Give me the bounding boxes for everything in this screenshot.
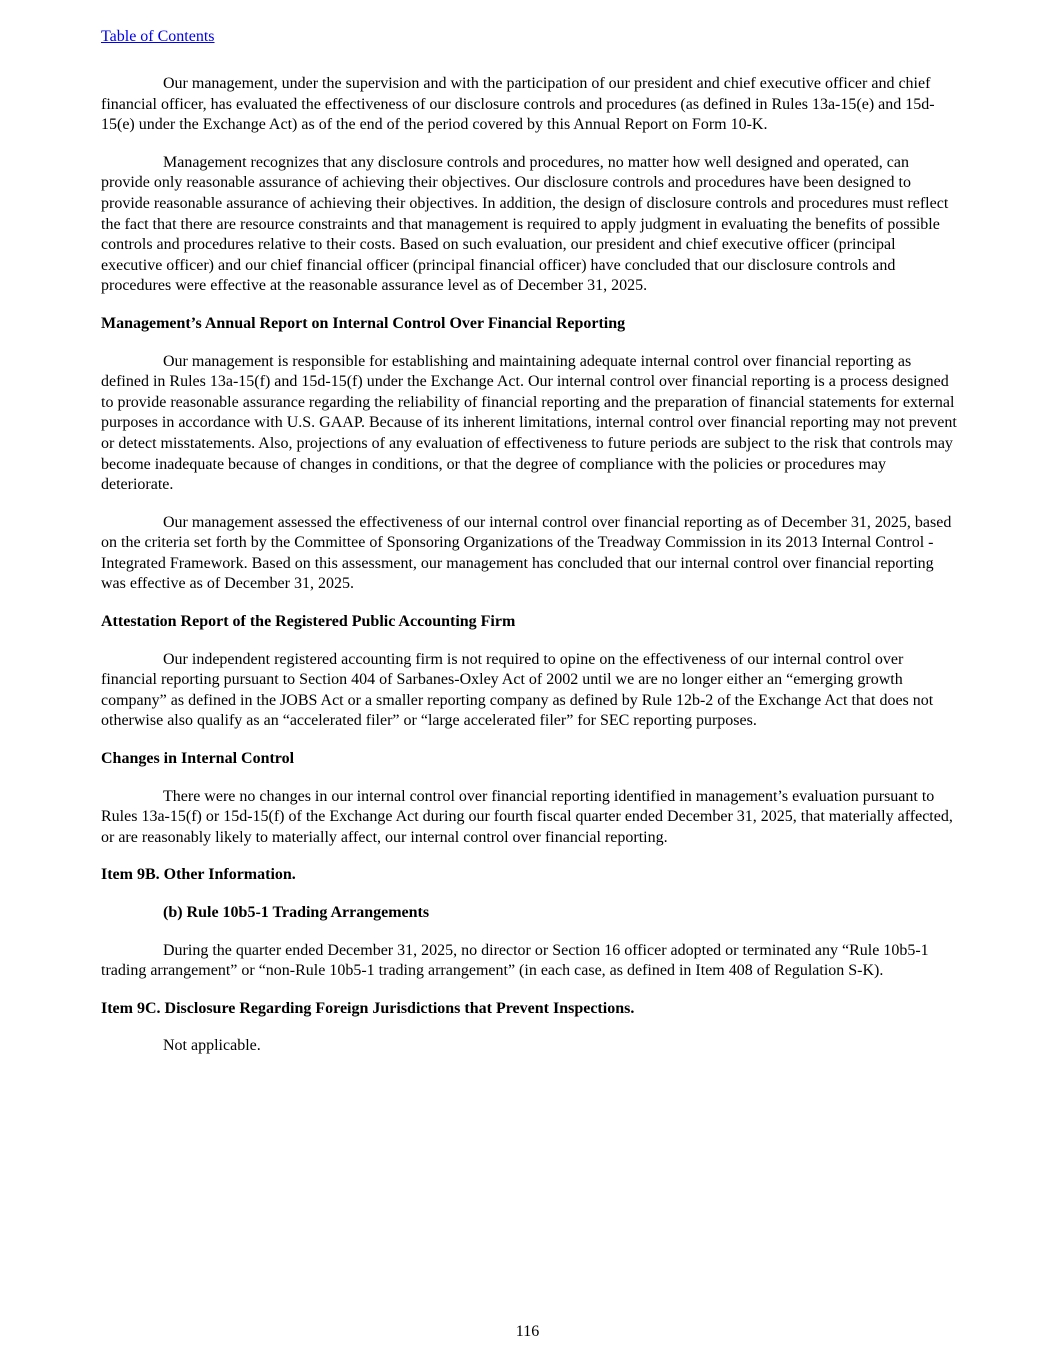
paragraph-management-recognizes: Management recognizes that any disclosure controls and procedures, no matter how well designed and operated, can provide only reasonable assurance of achieving their objectives. Our disclosure controls and procedures have been designed to provide reasonable assurance of achieving their objectives. In addition, the design of disclosure controls and procedures must reflect the fact that there are resource constraints and that management is required to apply judgment in evaluating the benefits of possible controls and procedures relative to their costs. Based on such evaluation, our president and chief executive officer (principal executive officer) and our chief financial officer (principal financial officer) have concluded that our disclosure controls and procedures were effective at the reasonable assurance level as of December 31, 2025. bbox=[101, 153, 949, 295]
paragraph-disclosure-evaluation: Our management, under the supervision and with the participation of our president and chief executive officer and chief financial officer, has evaluated the effectiveness of our disclosure controls and procedures (as defined in Rules 13a-15(e) and 15d-15(e) under the Exchange Act) as of the end of the period covered by this Annual Report on Form 10-K. bbox=[101, 75, 935, 134]
heading-item-9b: Item 9B. Other Information. bbox=[101, 866, 296, 884]
paragraph-icfr-assessment: Our management assessed the effectiveness of our internal control over financial reporting as of December 31, 2025, based on the criteria set forth by the Committee of Sponsoring Organizations of the Treadway Commission in its 2013 Internal Control - Integrated Framework. Based on this assessment, our management has concluded that our internal control over financial reporting was effective as of December 31, 2025. bbox=[101, 513, 952, 593]
heading-attestation-report: Attestation Report of the Registered Public Accounting Firm bbox=[101, 613, 516, 631]
paragraph-not-applicable: Not applicable. bbox=[163, 1037, 261, 1055]
document-page bbox=[101, 27, 957, 1074]
table-of-contents-link[interactable]: Table of Contents bbox=[101, 28, 215, 45]
paragraph-trading-arrangements: During the quarter ended December 31, 2025, no director or Section 16 officer adopted or terminated any “Rule 10b5-1 trading arrangement” or “non-Rule 10b5-1 trading arrangement” (in each case, as defined in Item 408 of Regulation S-K). bbox=[101, 941, 929, 980]
paragraph-attestation: Our independent registered accounting firm is not required to opine on the effectiveness of our internal control over financial reporting pursuant to Section 404 of Sarbanes-Oxley Act of 2002 until we are no longer either an “emerging growth company” as defined in the JOBS Act or a smaller reporting company as defined by Rule 12b-2 of the Exchange Act that does not otherwise also qualify as an “accelerated filer” or “large accelerated filer” for SEC reporting purposes. bbox=[101, 650, 934, 730]
paragraph-icfr-responsibility: Our management is responsible for establishing and maintaining adequate internal control over financial reporting as defined in Rules 13a-15(f) and 15d-15(f) under the Exchange Act. Our internal control over financial reporting is a process designed to provide reasonable assurance regarding the reliability of financial reporting and the preparation of financial statements for external purposes in accordance with U.S. GAAP. Because of its inherent limitations, internal control over financial reporting may not prevent or detect misstatements. Also, projections of any evaluation of effectiveness to future periods are subject to the risk that controls may become inadequate because of changes in conditions, or that the degree of compliance with the policies or procedures may deteriorate. bbox=[101, 352, 957, 494]
heading-item-9c: Item 9C. Disclosure Regarding Foreign Jurisdictions that Prevent Inspections. bbox=[101, 999, 635, 1017]
page-number: 116 bbox=[515, 1323, 540, 1340]
paragraph-changes-internal-control: There were no changes in our internal control over financial reporting identified in management’s evaluation pursuant to Rules 13a-15(f) or 15d-15(f) of the Exchange Act during our fourth fiscal quarter ended December 31, 2025, that materially affected, or are reasonably likely to materially affect, our internal control over financial reporting. bbox=[101, 787, 953, 846]
heading-management-annual-report: Management’s Annual Report on Internal Control Over Financial Reporting bbox=[101, 314, 626, 332]
subheading-rule-10b5-1: (b) Rule 10b5-1 Trading Arrangements bbox=[163, 904, 430, 921]
heading-changes-internal-control: Changes in Internal Control bbox=[101, 750, 295, 768]
